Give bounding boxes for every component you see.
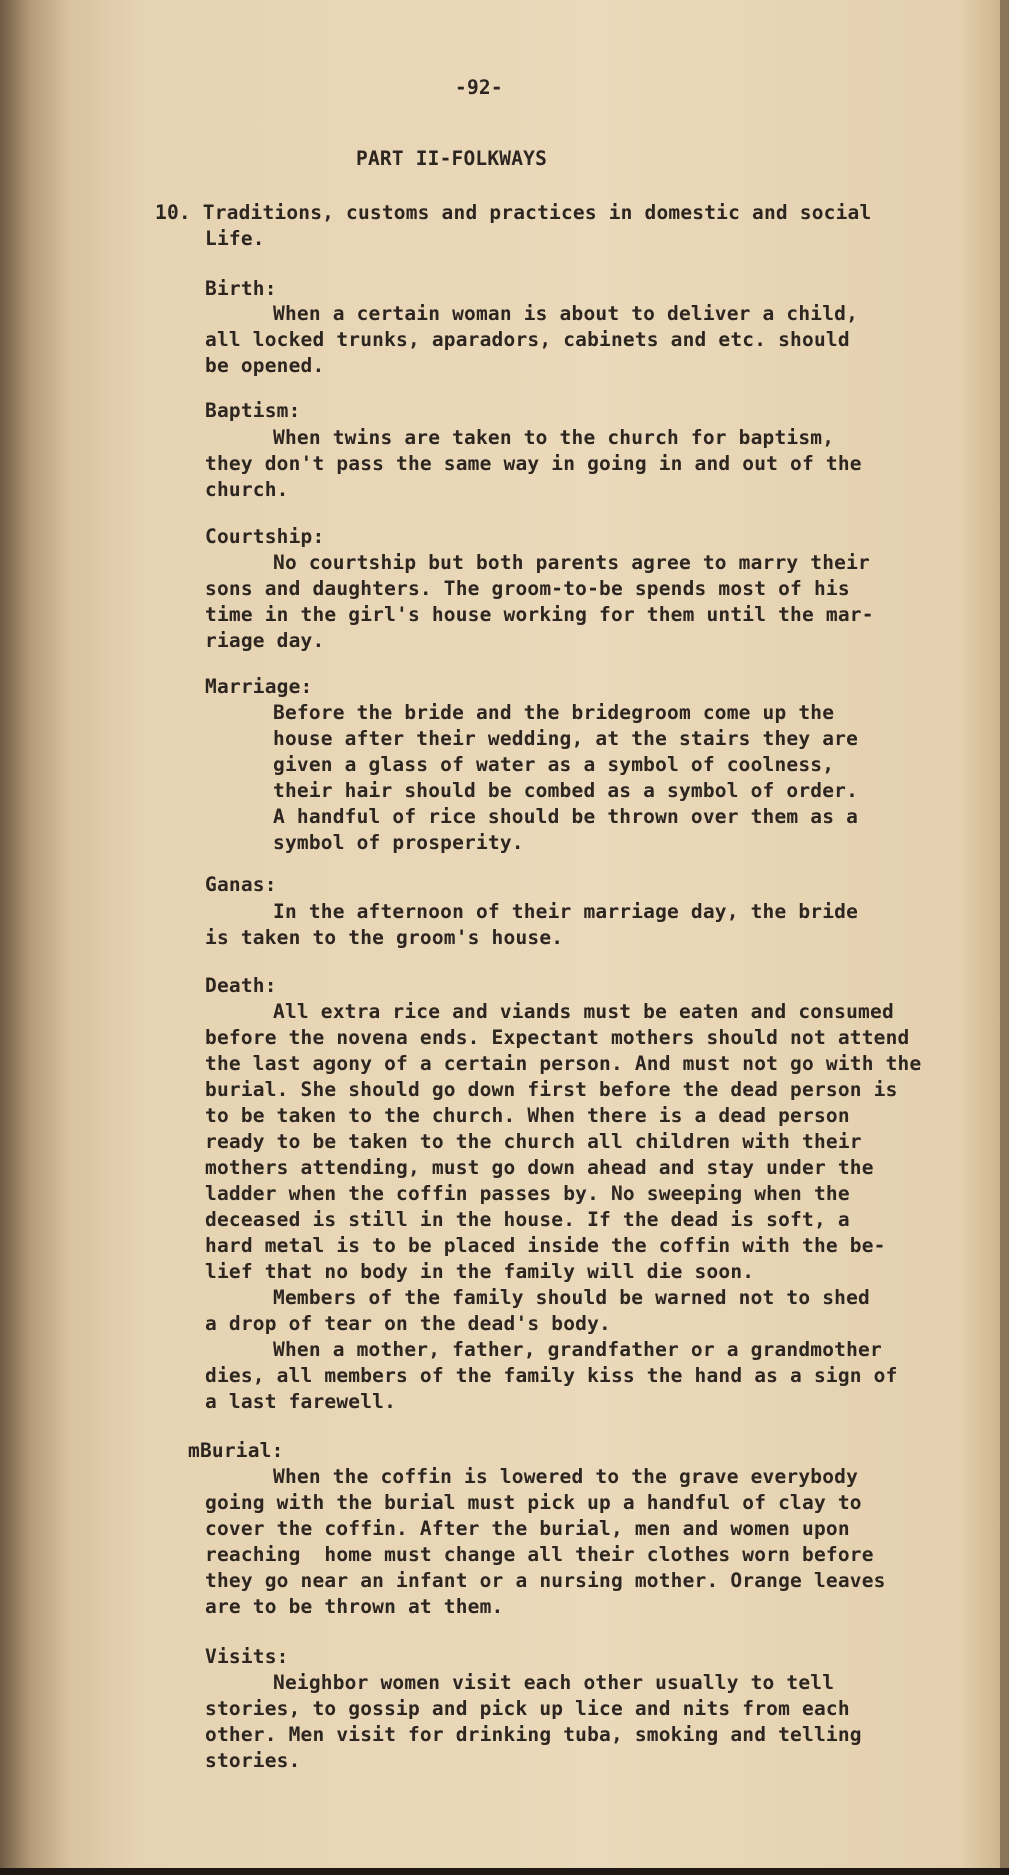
marriage-line: given a glass of water as a symbol of coolness, [273,753,835,776]
death-line: before the novena ends. Expectant mothers should not attend [205,1026,910,1049]
death-line: ladder when the coffin passes by. No sweeping when the [205,1182,850,1205]
courtship-heading: Courtship: [205,525,325,548]
death-line: When a mother, father, grandfather or a grandmother [273,1338,882,1361]
burial-line: they go near an infant or a nursing mother. Orange leaves [205,1569,886,1592]
death-line: to be taken to the church. When there is a dead person [205,1104,850,1127]
marriage-line: house after their wedding, at the stairs they are [273,727,859,750]
death-line: burial. She should go down first before the dead person is [205,1078,898,1101]
baptism-line: church. [205,478,289,501]
burial-line: cover the coffin. After the burial, men and women upon [205,1517,850,1540]
courtship-line: riage day. [205,629,325,652]
baptism-heading: Baptism: [205,399,301,422]
birth-heading: Birth: [205,277,277,300]
death-line: a drop of tear on the dead's body. [205,1312,611,1335]
visits-heading: Visits: [205,1645,289,1668]
page-edge [1000,0,1009,1868]
death-line: mothers attending, must go down ahead and stay under the [205,1156,874,1179]
marriage-line: A handful of rice should be thrown over them as a [273,805,859,828]
ganas-line: is taken to the groom's house. [205,926,564,949]
burial-line: reaching home must change all their clothes worn before [205,1543,874,1566]
death-line: Members of the family should be warned not to shed [273,1286,870,1309]
visits-line: Neighbor women visit each other usually to tell [273,1671,835,1694]
death-line: a last farewell. [205,1390,397,1413]
part-title: PART II-FOLKWAYS [356,147,548,170]
marriage-line: their hair should be combed as a symbol of order. [273,779,859,802]
baptism-line: When twins are taken to the church for baptism, [273,426,835,449]
section-title-line-1: 10. Traditions, customs and practices in domestic and social [155,201,872,224]
baptism-line: they don't pass the same way in going in and out of the [205,452,862,475]
burial-line: going with the burial must pick up a handful of clay to [205,1491,862,1514]
birth-line: When a certain woman is about to deliver a child, [273,302,859,325]
death-line: the last agony of a certain person. And must not go with the [205,1052,922,1075]
visits-line: stories, to gossip and pick up lice and nits from each [205,1697,850,1720]
death-line: dies, all members of the family kiss the hand as a sign of [205,1364,898,1387]
page-number: -92- [455,76,503,99]
death-heading: Death: [205,974,277,997]
birth-line: all locked trunks, aparadors, cabinets and etc. should [205,328,850,351]
courtship-line: sons and daughters. The groom-to-be spends most of his [205,577,850,600]
birth-line: be opened. [205,354,325,377]
section-title-line-2: Life. [205,227,265,250]
burial-line: When the coffin is lowered to the grave everybody [273,1465,859,1488]
courtship-line: No courtship but both parents agree to marry their [273,551,870,574]
death-line: ready to be taken to the church all children with their [205,1130,862,1153]
death-line: All extra rice and viands must be eaten and consumed [273,1000,894,1023]
visits-line: other. Men visit for drinking tuba, smoking and telling [205,1723,862,1746]
visits-line: stories. [205,1749,301,1772]
courtship-line: time in the girl's house working for them until the mar- [205,603,874,626]
burial-heading: mBurial: [188,1439,284,1462]
scan-border [0,1868,1009,1875]
ganas-line: In the afternoon of their marriage day, the bride [273,900,859,923]
death-line: deceased is still in the house. If the dead is soft, a [205,1208,850,1231]
marriage-line: symbol of prosperity. [273,831,524,854]
burial-line: are to be thrown at them. [205,1595,504,1618]
death-line: hard metal is to be placed inside the coffin with the be- [205,1234,886,1257]
marriage-line: Before the bride and the bridegroom come up the [273,701,835,724]
ganas-heading: Ganas: [205,873,277,896]
marriage-heading: Marriage: [205,675,313,698]
death-line: lief that no body in the family will die soon. [205,1260,755,1283]
